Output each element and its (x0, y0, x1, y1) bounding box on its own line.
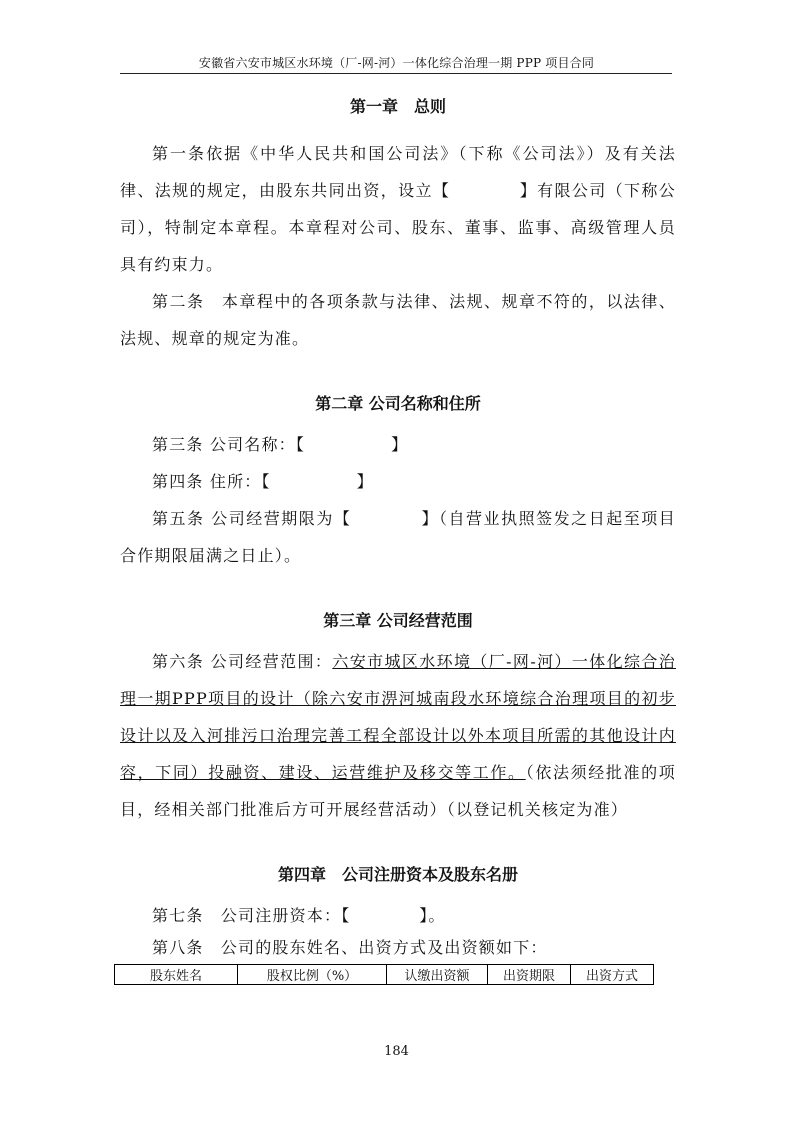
article-7: 第七条 公司注册资本：【 】。 (152, 906, 446, 925)
document-body (120, 88, 676, 985)
table-header-cell: 出资方式 (571, 965, 654, 985)
table-header-row (115, 965, 654, 985)
table-header-cell: 出资期限 (488, 965, 571, 985)
article-5: 第五条 公司经营期限为【 】（自营业执照签发之日起至项目合作期限届满之日止）。 (120, 509, 676, 565)
article-6 (120, 643, 676, 828)
shareholder-table (114, 964, 654, 985)
article-6-suffix: （依法须经批准的项目，经相关部门批准后方可开展经营活动）（以登记机关核定为准） (120, 763, 676, 819)
table-header-cell: 股权比例（%） (238, 965, 387, 985)
chapter-4-heading: 第四章 公司注册资本及股东名册 (277, 865, 518, 884)
chapter-2-heading: 第二章 公司名称和住所 (315, 394, 481, 413)
chapter-3-heading: 第三章 公司经营范围 (323, 611, 473, 630)
article-4: 第四条 住所：【 】 (152, 472, 374, 491)
table-header-cell: 股东姓名 (115, 965, 238, 985)
article-3: 第三条 公司名称：【 】 (152, 435, 409, 454)
page-number: 184 (384, 1044, 409, 1059)
chapter-1-heading: 第一章 总则 (349, 97, 446, 116)
running-header: 安徽省六安市城区水环境（厂-网-河）一体化综合治理一期 PPP 项目合同 (198, 56, 595, 70)
table-header-cell: 认缴出资额 (387, 965, 488, 985)
article-6-prefix: 第六条 公司经营范围： (152, 652, 333, 671)
article-1: 第一条依据《中华人民共和国公司法》（下称《公司法》）及有关法律、法规的规定，由股东共同出资，设立【 】有限公司（下称公司），特制定本章程。本章程对公司、股东、董事、监事、高级管理人员具有约束力。 (120, 144, 676, 274)
article-6-scope-underlined: 六安市城区水环境（厂-网-河）一体化综合治理一期PPP项目的设计（除六安市淠河城南段水环境综合治理项目的初步设计以及入河排污口治理完善工程全部设计以外本项目所需的其他设计内容，下同）投融资、建设、运营维护及移交等工作。 (120, 652, 676, 782)
article-8: 第八条 公司的股东姓名、出资方式及出资额如下： (152, 938, 548, 957)
header-divider (120, 73, 672, 74)
article-2: 第二条 本章程中的各项条款与法律、法规、规章不符的，以法律、法规、规章的规定为准。 (120, 292, 676, 348)
